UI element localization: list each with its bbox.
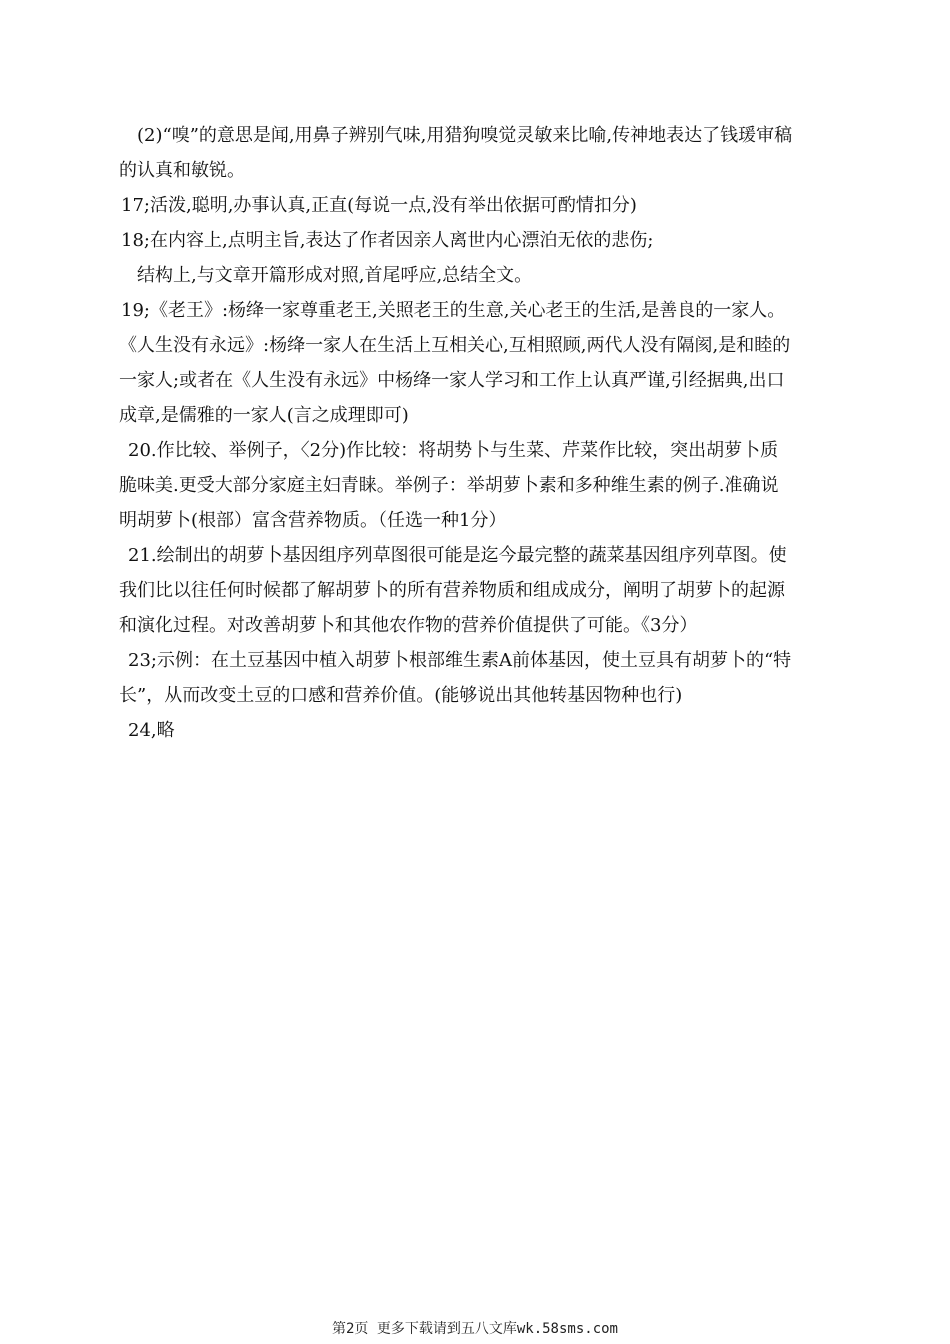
text-line: 成章,是儒雅的一家人(言之成理即可) bbox=[119, 405, 409, 426]
text-line: 19;《老王》:杨绛一家尊重老王,关照老王的生意,关心老王的生活,是善良的一家人。 bbox=[121, 300, 786, 321]
text-line: 的认真和敏锐。 bbox=[119, 160, 245, 181]
text-line: 结构上,与文章开篇形成对照,首尾呼应,总结全文。 bbox=[137, 265, 533, 286]
text-line: 一家人;或者在《人生没有永远》中杨绛一家人学习和工作上认真严谨,引经据典,出口 bbox=[119, 370, 785, 391]
text-line: 18;在内容上,点明主旨,表达了作者因亲人离世内心漂泊无依的悲伤; bbox=[121, 230, 654, 251]
text-line: 17;活泼,聪明,办事认真,正直(每说一点,没有举出依据可酌情扣分) bbox=[121, 195, 637, 216]
page-footer: 第2页 更多下载请到五八文库wk.58sms.com bbox=[331, 1321, 618, 1337]
text-line: 23;示例：在土豆基因中植入胡萝卜根部维生素A前体基因，使土豆具有胡萝卜的“特 bbox=[128, 650, 792, 671]
text-line: 24,略 bbox=[128, 720, 175, 741]
text-line: 长”，从而改变土豆的口感和营养价值。(能够说出其他转基因物种也行) bbox=[119, 685, 683, 706]
text-line: 和演化过程。对改善胡萝卜和其他农作物的营养价值提供了可能。《3分） bbox=[119, 615, 698, 636]
text-line: (2)“嗅”的意思是闻,用鼻子辨别气味,用猎狗嗅觉灵敏来比喻,传神地表达了钱瑗审稿 bbox=[137, 125, 793, 146]
text-line: 脆味美.更受大部分家庭主妇青睐。举例子：举胡萝卜素和多种维生素的例子.准确说 bbox=[119, 475, 779, 496]
text-line: 20.作比较、举例子，〈2分)作比较：将胡势卜与生菜、芹菜作比较，突出胡萝卜质 bbox=[128, 440, 779, 461]
text-line: 明胡萝卜(根部）富含营养物质。（任选一种1分） bbox=[119, 510, 507, 531]
answer-text-block bbox=[119, 118, 831, 748]
text-line: 《人生没有永远》:杨绛一家人在生活上互相关心,互相照顾,两代人没有隔阂,是和睦的 bbox=[119, 335, 791, 356]
text-line: 我们比以往任何时候都了解胡萝卜的所有营养物质和组成成分，阐明了胡萝卜的起源 bbox=[119, 580, 785, 601]
text-line: 21.绘制出的胡萝卜基因组序列草图很可能是迄今最完整的蔬菜基因组序列草图。使 bbox=[128, 545, 787, 566]
